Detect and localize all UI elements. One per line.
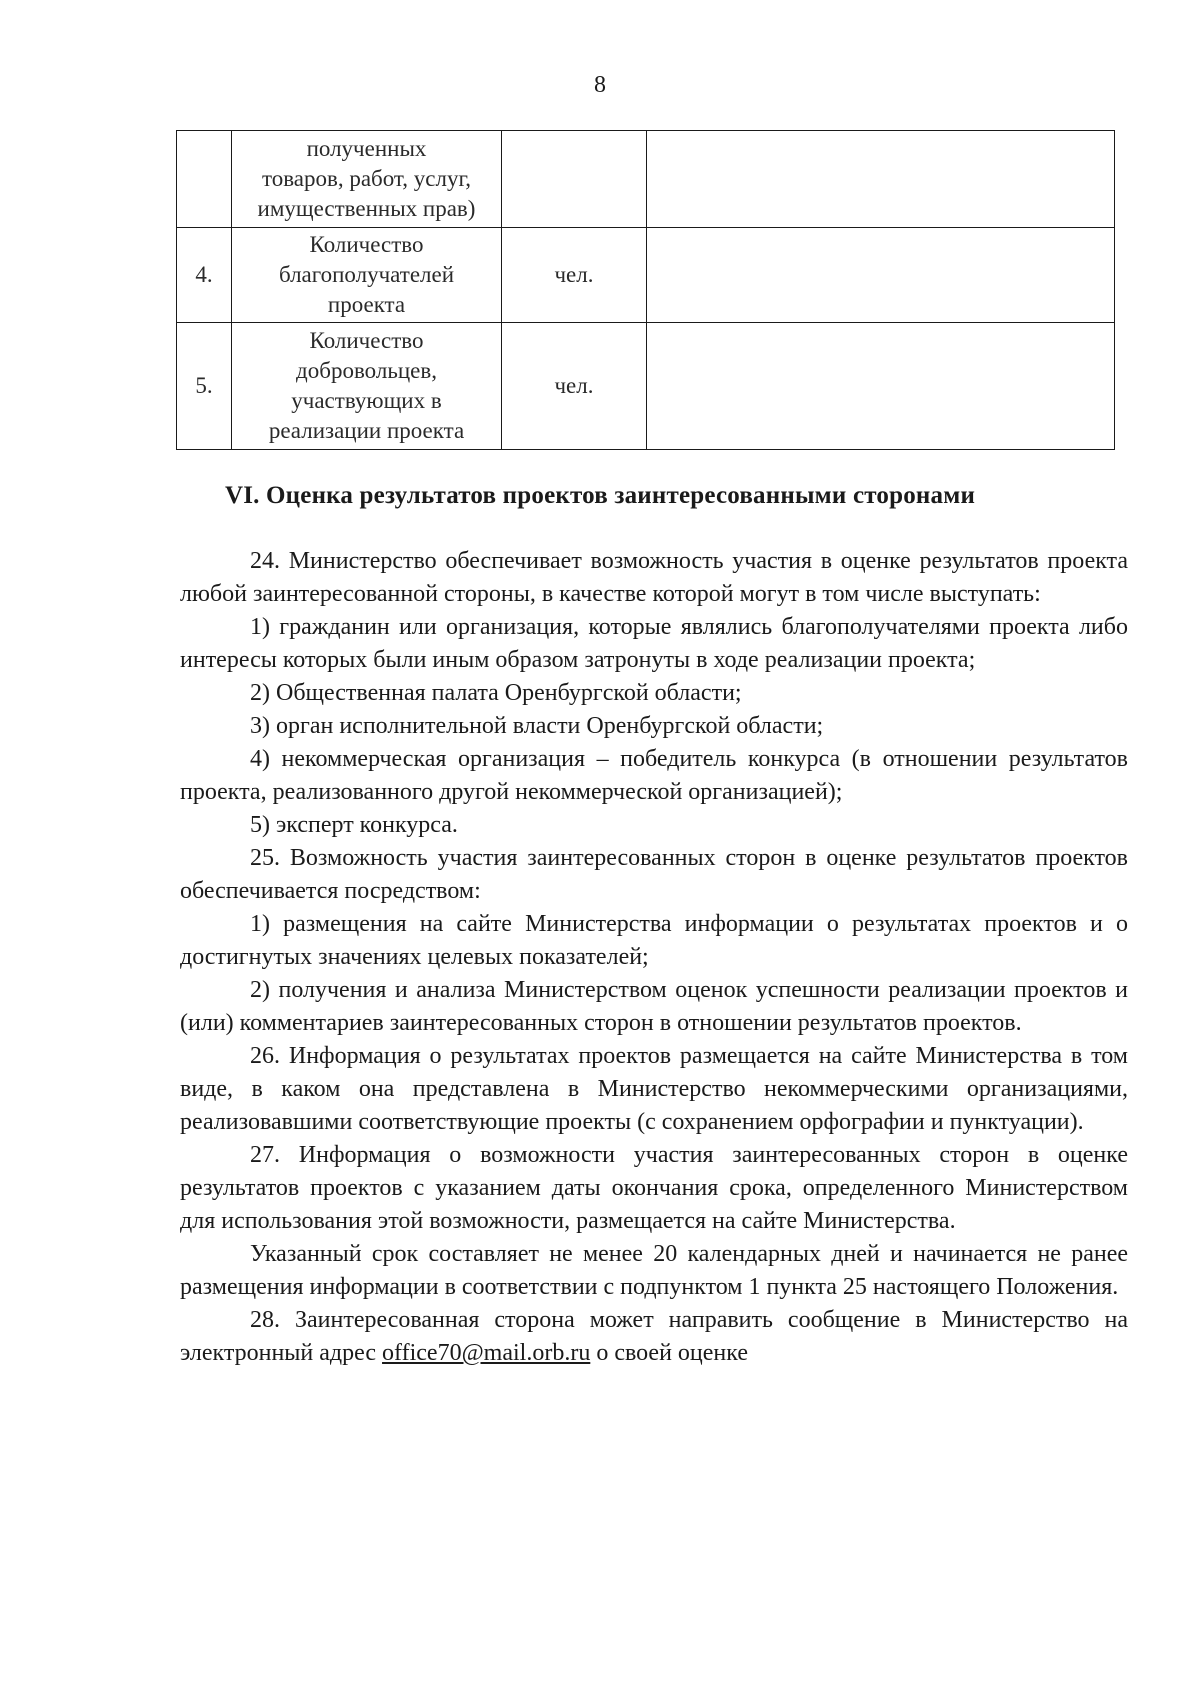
indicator-name-line: полученных — [306, 136, 427, 161]
email-link[interactable]: office70@mail.orb.ru — [382, 1340, 591, 1366]
table-row — [177, 131, 1115, 228]
list-item: 5) эксперт конкурса. — [250, 812, 458, 838]
paragraph-27-term: Указанный срок составляет не менее 20 календарных дней и начинается не ранее размещения информации в соответствии с подпунктом 1 пункта 25 настоящего Положения. — [180, 1241, 1128, 1300]
value-cell — [647, 131, 1115, 228]
paragraph-24: 24. Министерство обеспечивает возможность участия в оценке результатов проекта любой заинтересованной стороны, в качестве которой могут в том числе выступать: — [180, 548, 1128, 607]
list-item: 4) некоммерческая организация – победитель конкурса (в отношении результатов проекта, реализованного другой некоммерческой организацией); — [180, 746, 1128, 805]
indicator-name-line: благополучателей — [278, 262, 455, 287]
row-number-cell — [177, 131, 232, 228]
indicator-name-line: участвующих в — [291, 388, 442, 413]
list-item: 1) гражданин или организация, которые являлись благополучателями проекта либо интересы которых были иным образом затронуты в ходе реализации проекта; — [180, 614, 1128, 673]
list-item: 1) размещения на сайте Министерства информации о результатах проектов и о достигнутых значениях целевых показателей; — [180, 911, 1128, 970]
indicator-name-line: Количество — [309, 232, 424, 257]
paragraph-28 — [180, 1304, 1128, 1370]
paragraph-28-start: 28. Заинтересованная сторона может направить сообщение в Министерство на электронный адрес — [180, 1307, 1128, 1366]
indicator-name-cell — [232, 228, 502, 323]
indicator-name-line: добровольцев, — [296, 358, 437, 383]
indicator-name-line: реализации проекта — [268, 418, 465, 443]
row-number-cell: 4. — [177, 228, 232, 323]
document-body — [180, 545, 1128, 1370]
indicator-name-line: Количество — [309, 328, 424, 353]
section-heading: VI. Оценка результатов проектов заинтересованными сторонами — [224, 482, 976, 509]
indicator-name-line: проекта — [327, 292, 406, 317]
list-item: 2) получения и анализа Министерством оценок успешности реализации проектов и (или) комментариев заинтересованных сторон в отношении результатов проектов. — [180, 977, 1128, 1036]
value-cell — [647, 228, 1115, 323]
indicator-name-line: товаров, работ, услуг, — [261, 166, 472, 191]
page-number: 8 — [594, 72, 606, 98]
table-row — [177, 323, 1115, 450]
paragraph-26: 26. Информация о результатах проектов размещается на сайте Министерства в том виде, в каком она представлена в Министерство некоммерческими организациями, реализовавшими соответствующие проекты (с сохранением орфографии и пунктуации). — [180, 1043, 1128, 1135]
list-item: 3) орган исполнительной власти Оренбургской области; — [250, 713, 824, 739]
list-item: 2) Общественная палата Оренбургской области; — [250, 680, 742, 706]
value-cell — [647, 323, 1115, 450]
table-row — [177, 228, 1115, 323]
paragraph-27: 27. Информация о возможности участия заинтересованных сторон в оценке результатов проектов с указанием даты окончания срока, определенного Министерством для использования этой возможности, размещается на сайте Министерства. — [180, 1142, 1128, 1234]
paragraph-25: 25. Возможность участия заинтересованных сторон в оценке результатов проектов обеспечивается посредством: — [180, 845, 1128, 904]
indicator-name-cell — [232, 323, 502, 450]
paragraph-28-end: о своей оценке — [596, 1340, 748, 1366]
unit-cell — [502, 131, 647, 228]
unit-cell: чел. — [502, 228, 647, 323]
indicator-name-cell — [232, 131, 502, 228]
unit-cell: чел. — [502, 323, 647, 450]
indicators-table — [176, 130, 1115, 450]
indicator-name-line: имущественных прав) — [257, 196, 476, 221]
row-number-cell: 5. — [177, 323, 232, 450]
